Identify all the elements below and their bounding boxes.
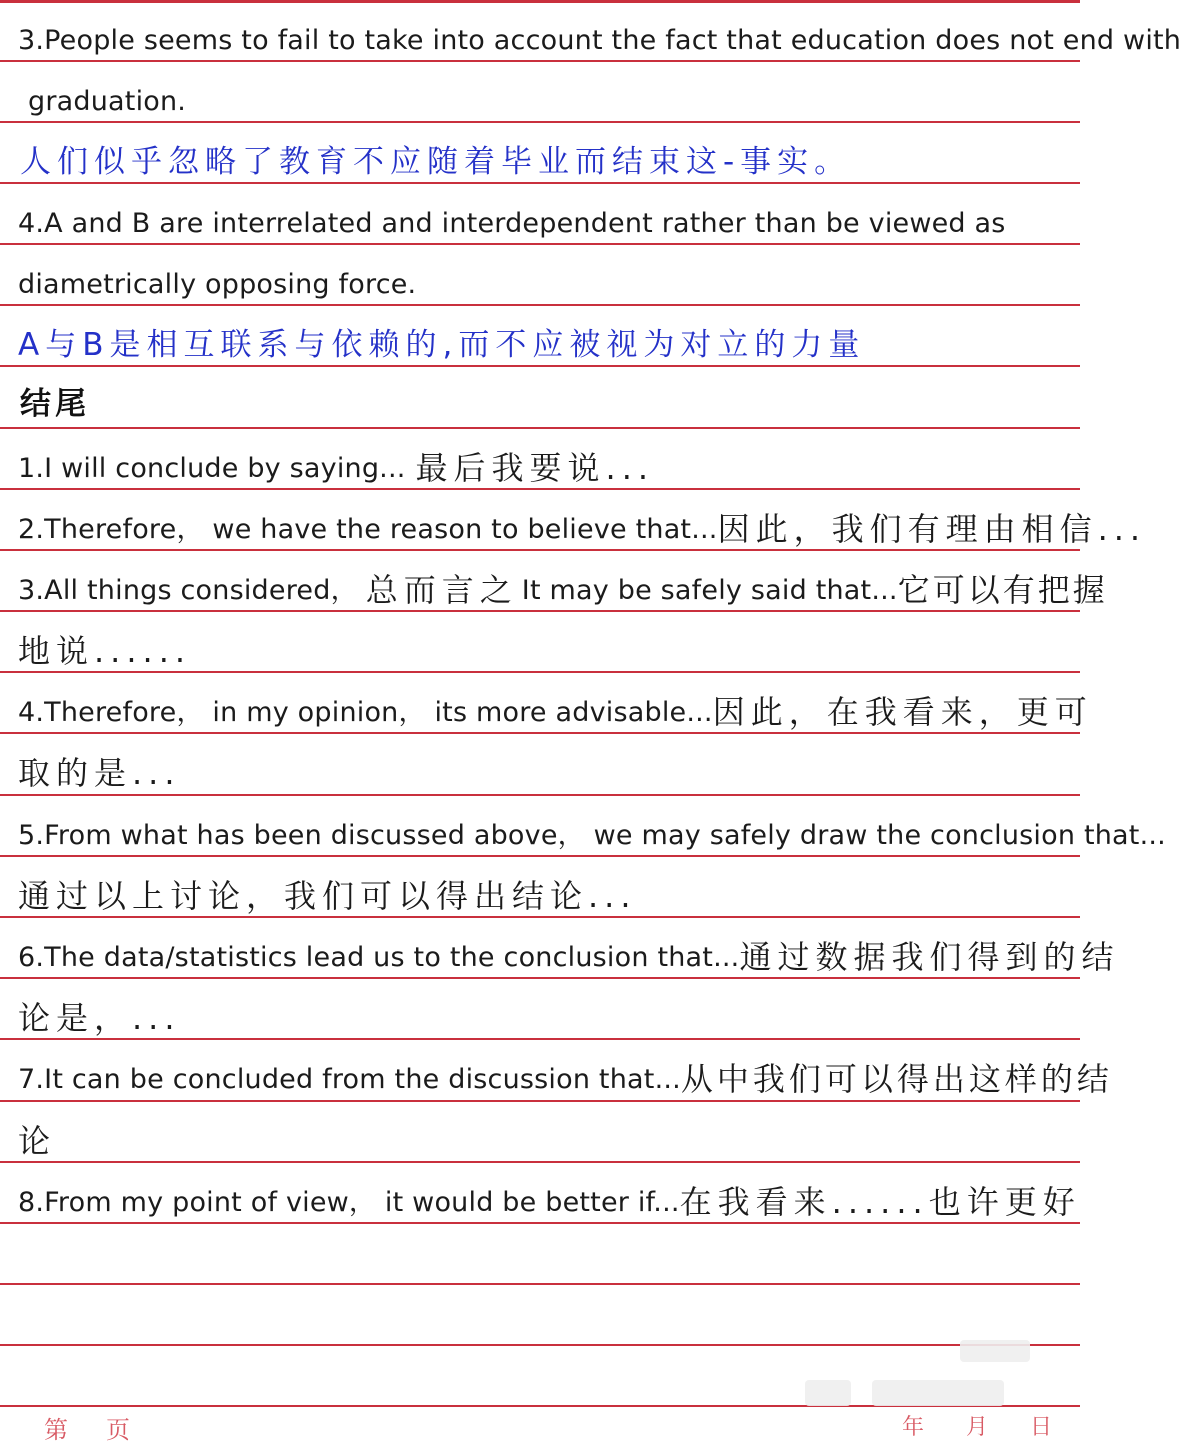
conclusion-3-zh-cont: 地说...... — [18, 632, 192, 670]
sentence-4-zh: A与B是相互联系与依赖的,而不应被视为对立的力量 — [18, 327, 866, 363]
line-18 — [18, 1039, 1113, 1099]
rule-line — [0, 1283, 1080, 1285]
line-3 — [20, 122, 1080, 182]
conclusion-4-en: 4.Therefore， in my opinion， its more advisable... — [18, 697, 713, 728]
conclusion-5-zh: 通过以上讨论，我们可以得出结论... — [18, 877, 637, 915]
line-5 — [18, 244, 1078, 304]
sentence-3-en: 3.People seems to fail to take into account the fact that education does not end with — [18, 25, 1181, 56]
watermark-smudge — [960, 1340, 1030, 1362]
watermark-smudge — [872, 1380, 1004, 1406]
line-20 — [18, 1162, 1081, 1222]
conclusion-4-zh-cont: 取的是... — [18, 754, 181, 792]
line-14 — [18, 795, 1166, 855]
line-7 — [20, 366, 1080, 426]
conclusion-6-zh-cont: 论是，... — [18, 999, 181, 1037]
footer-di: 第 — [44, 1416, 68, 1444]
conclusion-8-zh: 在我看来......也许更好 — [679, 1183, 1081, 1221]
conclusion-1-en: 1.I will conclude by saying... — [18, 453, 406, 484]
footer-year: 年 — [902, 1415, 925, 1440]
conclusion-6-zh: 通过数据我们得到的结 — [739, 938, 1120, 976]
watermark-smudge — [805, 1380, 851, 1406]
page-number-label — [44, 1410, 130, 1445]
conclusion-3-zh-a: 总而言之 — [365, 571, 518, 609]
line-2 — [28, 61, 1088, 121]
line-19 — [18, 1101, 1078, 1161]
sentence-3-zh: 人们似乎忽略了教育不应随着毕业而结束这-事实。 — [20, 144, 852, 180]
line-4 — [18, 183, 1078, 243]
conclusion-7-en: 7.It can be concluded from the discussion that... — [18, 1064, 681, 1095]
sentence-4-en-cont: diametrically opposing force. — [18, 269, 417, 300]
footer-month: 月 — [965, 1415, 988, 1440]
line-17 — [18, 978, 1078, 1038]
line-16 — [18, 917, 1120, 977]
line-8 — [18, 428, 1078, 488]
conclusion-6-en: 6.The data/statistics lead us to the conclusion that... — [18, 942, 740, 973]
rule-line — [0, 1222, 1080, 1224]
footer-day: 日 — [1029, 1415, 1052, 1440]
conclusion-3-en-b: It may be safely said that... — [521, 575, 898, 606]
conclusion-3-en-a: 3.All things considered， — [18, 575, 358, 606]
conclusion-1-zh: 最后我要说... — [415, 449, 655, 487]
sentence-3-en-cont: graduation. — [28, 86, 187, 117]
line-13 — [18, 733, 1078, 793]
line-12 — [18, 672, 1093, 732]
conclusion-7-zh: 从中我们可以得出这样的结 — [680, 1060, 1113, 1098]
conclusion-2-en: 2.Therefore， we have the reason to believe that... — [18, 514, 718, 545]
section-heading: 结尾 — [20, 386, 90, 422]
conclusion-2-zh: 因此，我们有理由相信... — [717, 510, 1147, 548]
line-11 — [18, 611, 1078, 671]
line-10 — [18, 550, 1108, 610]
footer-ye: 页 — [106, 1416, 130, 1444]
line-1 — [18, 0, 1181, 60]
line-9 — [18, 489, 1147, 549]
conclusion-3-zh-b: 它可以有把握 — [897, 571, 1108, 609]
conclusion-5-en: 5.From what has been discussed above， we may safely draw the conclusion that... — [18, 820, 1166, 851]
line-15 — [18, 856, 1078, 916]
date-label — [902, 1410, 1052, 1441]
rule-line — [0, 1344, 1080, 1346]
conclusion-4-zh: 因此，在我看来，更可 — [712, 693, 1093, 731]
conclusion-7-zh-cont: 论 — [18, 1122, 57, 1160]
conclusion-8-en: 8.From my point of view， it would be better if... — [18, 1187, 680, 1218]
sentence-4-en: 4.A and B are interrelated and interdependent rather than be viewed as — [18, 208, 1006, 239]
line-6 — [18, 305, 1078, 365]
